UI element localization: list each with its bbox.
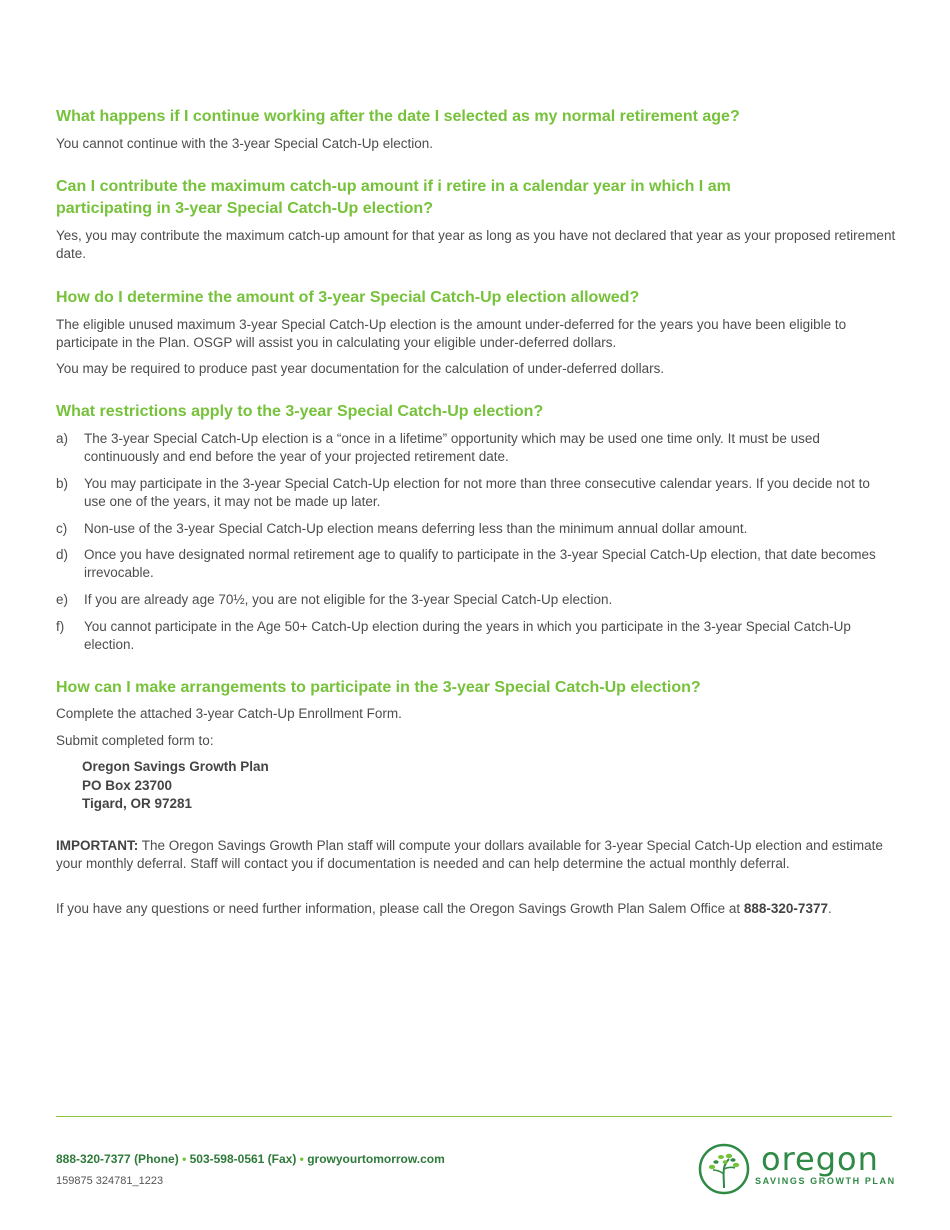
restriction-item-d: Once you have designated normal retirement age to qualify to participate in the 3-year Special Catch-Up election, that date becomes irrevocable. bbox=[84, 547, 876, 580]
restriction-item-c: Non-use of the 3-year Special Catch-Up election means deferring less than the minimum annual dollar amount. bbox=[84, 521, 748, 536]
contact-text: If you have any questions or need further information, please call the Oregon Savings Growth Plan Salem Office at bbox=[56, 901, 744, 916]
footer-phone: 888-320-7377 (Phone) bbox=[56, 1152, 179, 1166]
restriction-letter-f: f) bbox=[56, 619, 65, 634]
answer-continue-working: You cannot continue with the 3-year Special Catch-Up election. bbox=[56, 136, 433, 151]
question-heading-continue-working: What happens if I continue working after the date I selected as my normal retirement age? bbox=[56, 108, 740, 125]
important-label: IMPORTANT: bbox=[56, 838, 139, 853]
answer-determine-amount-1: The eligible unused maximum 3-year Special Catch-Up election is the amount under-deferred for the years you have been eligible to participate in the Plan. OSGP will assist you in calculating your eligible under-deferred dollars. bbox=[56, 317, 847, 350]
tree-logo-icon bbox=[697, 1142, 751, 1196]
footer-separator-1: • bbox=[178, 1152, 190, 1166]
answer-max-catchup: Yes, you may contribute the maximum catch-up amount for that year as long as you have not declared that year as your proposed retirement date. bbox=[56, 228, 896, 261]
restriction-letter-e: e) bbox=[56, 592, 69, 607]
mailing-address-name: Oregon Savings Growth Plan bbox=[82, 759, 269, 774]
question-heading-max-catchup-line1: Can I contribute the maximum catch-up amount if i retire in a calendar year in which I am bbox=[56, 178, 731, 195]
restriction-letter-c: c) bbox=[56, 521, 68, 536]
restriction-letter-d: d) bbox=[56, 547, 69, 562]
restriction-letter-a: a) bbox=[56, 431, 69, 446]
answer-submit-form: Submit completed form to: bbox=[56, 733, 214, 748]
contact-period: . bbox=[827, 901, 832, 916]
restriction-letter-b: b) bbox=[56, 476, 69, 491]
important-text: The Oregon Savings Growth Plan staff will compute your dollars available for 3-year Special Catch-Up election and estimate your monthly deferral. Staff will contact you if documentation is needed and can help determine the actual monthly deferral. bbox=[56, 838, 883, 871]
restriction-item-f: You cannot participate in the Age 50+ Catch-Up election during the years in which you participate in the 3-year Special Catch-Up election. bbox=[84, 619, 851, 652]
footer-website-link[interactable]: growyourtomorrow.com bbox=[307, 1152, 445, 1166]
logo-subtitle: SAVINGS GROWTH PLAN bbox=[755, 1176, 896, 1186]
restriction-item-e: If you are already age 70½, you are not eligible for the 3-year Special Catch-Up election. bbox=[84, 592, 613, 607]
footer-contact-line bbox=[56, 1152, 445, 1166]
question-heading-max-catchup-line2: participating in 3-year Special Catch-Up election? bbox=[56, 200, 433, 217]
footer-fax: 503-598-0561 (Fax) bbox=[189, 1152, 297, 1166]
question-heading-arrangements: How can I make arrangements to participate in the 3-year Special Catch-Up election? bbox=[56, 679, 701, 696]
answer-determine-amount-2: You may be required to produce past year documentation for the calculation of under-deferred dollars. bbox=[56, 361, 665, 376]
question-heading-restrictions: What restrictions apply to the 3-year Special Catch-Up election? bbox=[56, 403, 544, 420]
oregon-savings-growth-plan-logo bbox=[697, 1142, 897, 1198]
footer-form-code: 159875 324781_1223 bbox=[56, 1175, 164, 1187]
question-heading-max-catchup bbox=[56, 176, 896, 220]
restriction-item-b: You may participate in the 3-year Special Catch-Up election for not more than three consecutive calendar years. If you decide not to use one of the years, it may not be made up later. bbox=[84, 476, 870, 509]
contact-paragraph bbox=[56, 900, 896, 918]
question-heading-determine-amount: How do I determine the amount of 3-year Special Catch-Up election allowed? bbox=[56, 289, 640, 306]
mailing-address-pobox: PO Box 23700 bbox=[82, 778, 173, 793]
important-notice bbox=[56, 837, 896, 873]
restriction-item-a: The 3-year Special Catch-Up election is a “once in a lifetime” opportunity which may be used one time only. It must be used continuously and end before the year of your projected retirement date. bbox=[84, 431, 820, 464]
footer-separator-2: • bbox=[296, 1152, 308, 1166]
footer-divider bbox=[56, 1116, 892, 1117]
answer-complete-form: Complete the attached 3-year Catch-Up Enrollment Form. bbox=[56, 706, 402, 721]
contact-phone: 888-320-7377 bbox=[743, 901, 828, 916]
logo-wordmark: oregon bbox=[761, 1140, 879, 1178]
mailing-address-city: Tigard, OR 97281 bbox=[82, 796, 193, 811]
